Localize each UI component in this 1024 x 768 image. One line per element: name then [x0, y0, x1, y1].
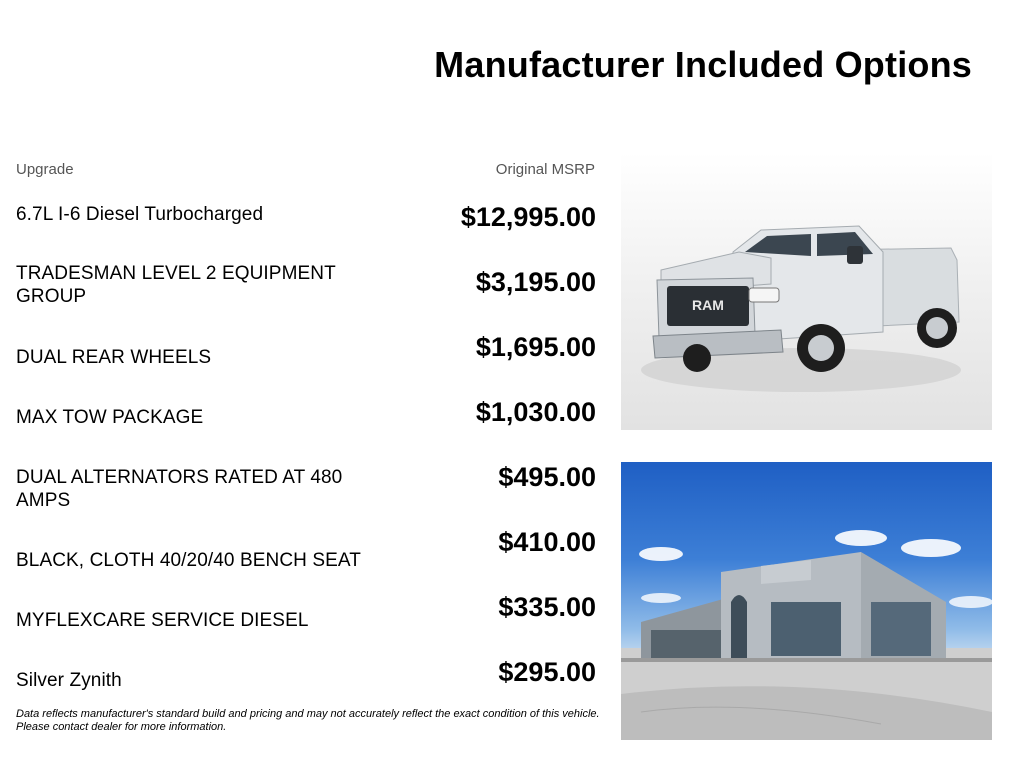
option-price: $295.00 [498, 657, 596, 687]
page-title: Manufacturer Included Options [434, 44, 972, 85]
dealership-photo [621, 462, 992, 740]
option-row [16, 263, 596, 327]
option-name: TRADESMAN LEVEL 2 EQUIPMENT GROUP [16, 263, 336, 307]
truck-illustration [621, 152, 992, 430]
truck-photo [621, 152, 992, 430]
upgrade-column-header: Upgrade [16, 161, 74, 178]
dealership-illustration [621, 462, 992, 740]
disclaimer-line: Please contact dealer for more information. [16, 721, 227, 733]
option-price: $3,195.00 [475, 267, 596, 297]
option-price: $495.00 [498, 462, 596, 492]
disclaimer-line: Data reflects manufacturer's standard build and pricing and may not accurately reflect the exact condition of this vehicle. [16, 708, 600, 720]
option-price: $1,030.00 [475, 397, 596, 427]
option-price: $335.00 [498, 592, 596, 622]
msrp-column-header: Original MSRP [495, 161, 595, 178]
option-name: 6.7L I-6 Diesel Turbocharged [16, 204, 264, 225]
option-row [16, 527, 596, 587]
option-name: Silver Zynith [16, 670, 122, 691]
option-name: MAX TOW PACKAGE [16, 407, 204, 428]
option-row [16, 462, 596, 522]
option-row [16, 592, 596, 652]
option-row [16, 397, 596, 457]
option-price: $1,695.00 [475, 332, 596, 362]
option-price: $410.00 [498, 527, 596, 557]
option-price: $12,995.00 [460, 202, 596, 232]
grille-badge: RAM [692, 297, 724, 313]
option-name: DUAL REAR WHEELS [16, 347, 212, 368]
option-row [16, 202, 596, 262]
disclaimer [16, 708, 606, 734]
option-name: BLACK, CLOTH 40/20/40 BENCH SEAT [16, 550, 361, 571]
option-name: MYFLEXCARE SERVICE DIESEL [16, 610, 309, 631]
option-name: DUAL ALTERNATORS RATED AT 480 AMPS [16, 467, 343, 511]
option-row [16, 332, 596, 392]
